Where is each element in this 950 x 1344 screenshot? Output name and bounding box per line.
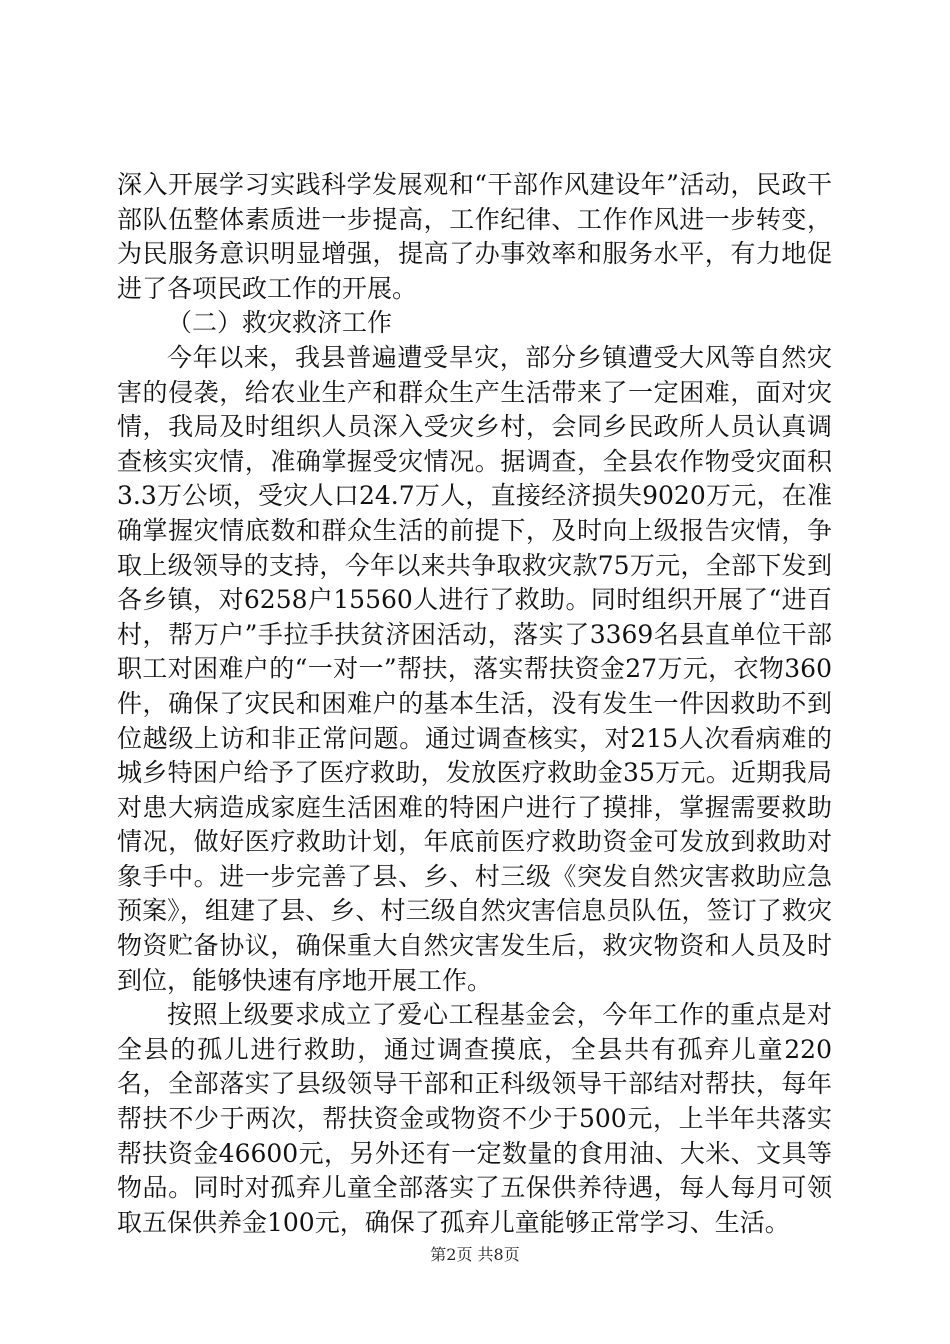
page-number-footer: 第2页 共8页 [430,1245,520,1264]
paragraph-orphan-aid: 按照上级要求成立了爱心工程基金会，今年工作的重点是对全县的孤儿进行救助，通过调查摸底，全县共有孤弃儿童220名，全部落实了县级领导干部和正科级领导干部结对帮扶，每年帮扶不少于两次，帮扶资金或物资不少于500元，上半年共落实帮扶资金46600元，另外还有一定数量的食用油、大米、文具等物品。同时对孤弃儿童全部落实了五保供养待遇，每人每月可领取五保供养金100元，确保了孤弃儿童能够正常学习、生活。 [117,1000,832,1237]
paragraph-disaster-relief: 今年以来，我县普遍遭受旱灾，部分乡镇遭受大风等自然灾害的侵袭，给农业生产和群众生产生活带来了一定困难，面对灾情，我局及时组织人员深入受灾乡村，会同乡民政所人员认真调查核实灾情，准确掌握受灾情况。据调查，全县农作物受灾面积3.3万公顷，受灾人口24.7万人，直接经济损失9020万元，在准确掌握灾情底数和群众生活的前提下，及时向上级报告灾情，争取上级领导的支持，今年以来共争取救灾款75万元，全部下发到各乡镇，对6258户15560人进行了救助。同时组织开展了“进百村，帮万户”手拉手扶贫济困活动，落实了3369名县直单位干部职工对困难户的“一对一”帮扶，落实帮扶资金27万元，衣物360件，确保了灾民和困难户的基本生活，没有发生一件因救助不到位越级上访和非正常问题。通过调查核实，对215人次看病难的城乡特困户给予了医疗救助，发放医疗救助金35万元。近期我局对患大病造成家庭生活困难的特困户进行了摸排，掌握需要救助情况，做好医疗救助计划，年底前医疗救助资金可发放到救助对象手中。进一步完善了县、乡、村三级《突发自然灾害救助应急预案》，组建了县、乡、村三级自然灾害信息员队伍，签订了救灾物资贮备协议，确保重大自然灾害发生后，救灾物资和人员及时到位，能够快速有序地开展工作。 [117,342,832,995]
section-heading: （二）救灾救济工作 [167,308,393,338]
paragraph-continuation: 深入开展学习实践科学发展观和“干部作风建设年”活动，民政干部队伍整体素质进一步提高，工作纪律、工作作风进一步转变，为民服务意识明显增强，提高了办事效率和服务水平，有力地促进了各项民政工作的开展。 [117,170,832,303]
document-body [117,168,832,1240]
